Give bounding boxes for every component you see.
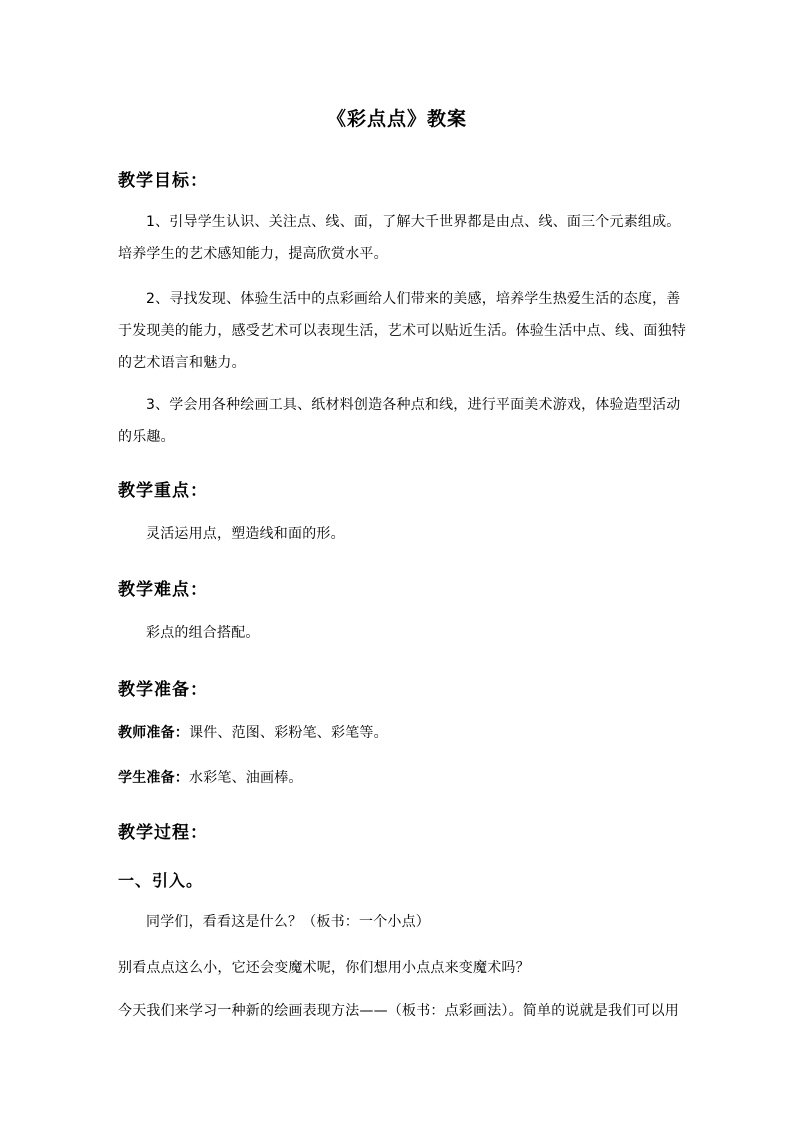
student-preparation-text: 水彩笔、油画棒。 xyxy=(189,770,303,786)
process-step-1-line-2: 别看点点这么小，它还会变魔术呢，你们想用小点点来变魔术吗？ xyxy=(118,960,530,976)
process-step-1-paragraph-3 xyxy=(118,995,678,1027)
goal-3-line-1: 3、学会用各种绘画工具、纸材料创造各种点和线，进行平面美术游戏，体验造型活动 xyxy=(146,397,681,413)
goal-paragraph-1 xyxy=(118,206,681,270)
student-preparation-label: 学生准备： xyxy=(118,770,189,786)
process-step-1-line-1: 同学们，看看这是什么？（板书：一个小点） xyxy=(146,914,430,930)
goal-2-line-2: 于发现美的能力，感受艺术可以表现生活，艺术可以贴近生活。体验生活中点、线、面独特 xyxy=(118,323,686,339)
teacher-preparation-text: 课件、范图、彩粉笔、彩笔等。 xyxy=(189,725,388,741)
goal-1-line-2: 培养学生的艺术感知能力，提高欣赏水平。 xyxy=(118,246,388,262)
goal-2-line-1: 2、寻找发现、体验生活中的点彩画给人们带来的美感，培养学生热爱生活的态度，善 xyxy=(146,291,681,307)
process-step-1-paragraph-1 xyxy=(118,906,678,938)
section-heading-preparation: 教学准备： xyxy=(118,680,208,700)
goal-1-line-1: 1、引导学生认识、关注点、线、面，了解大千世界都是由点、线、面三个元素组成。 xyxy=(146,214,681,230)
student-preparation-line xyxy=(118,762,678,794)
process-step-1-heading: 一、引入。 xyxy=(118,871,204,890)
difficulties-paragraph xyxy=(118,617,678,649)
goal-paragraph-2 xyxy=(118,283,686,379)
teacher-preparation-label: 教师准备： xyxy=(118,725,189,741)
goal-paragraph-3 xyxy=(118,389,681,453)
teacher-preparation xyxy=(118,717,678,749)
process-step-1-line-3: 今天我们来学习一种新的绘画表现方法——（板书：点彩画法）。简单的说就是我们可以用 xyxy=(118,1003,679,1019)
teacher-preparation-line xyxy=(118,717,678,749)
key-points-text: 灵活运用点，塑造线和面的形。 xyxy=(146,526,345,542)
section-heading-goals: 教学目标： xyxy=(118,171,208,191)
document-title: 《彩点点》教案 xyxy=(326,108,467,130)
section-heading-difficulties: 教学难点： xyxy=(118,580,208,600)
process-step-1-paragraph-2 xyxy=(118,952,678,984)
goal-2-line-3: 的艺术语言和魅力。 xyxy=(118,355,246,371)
key-points-paragraph xyxy=(118,518,678,550)
student-preparation xyxy=(118,762,678,794)
goal-3-line-2: 的乐趣。 xyxy=(118,429,175,445)
section-heading-process: 教学过程： xyxy=(118,823,208,843)
section-heading-key-points: 教学重点： xyxy=(118,481,208,501)
difficulties-text: 彩点的组合搭配。 xyxy=(146,625,260,641)
